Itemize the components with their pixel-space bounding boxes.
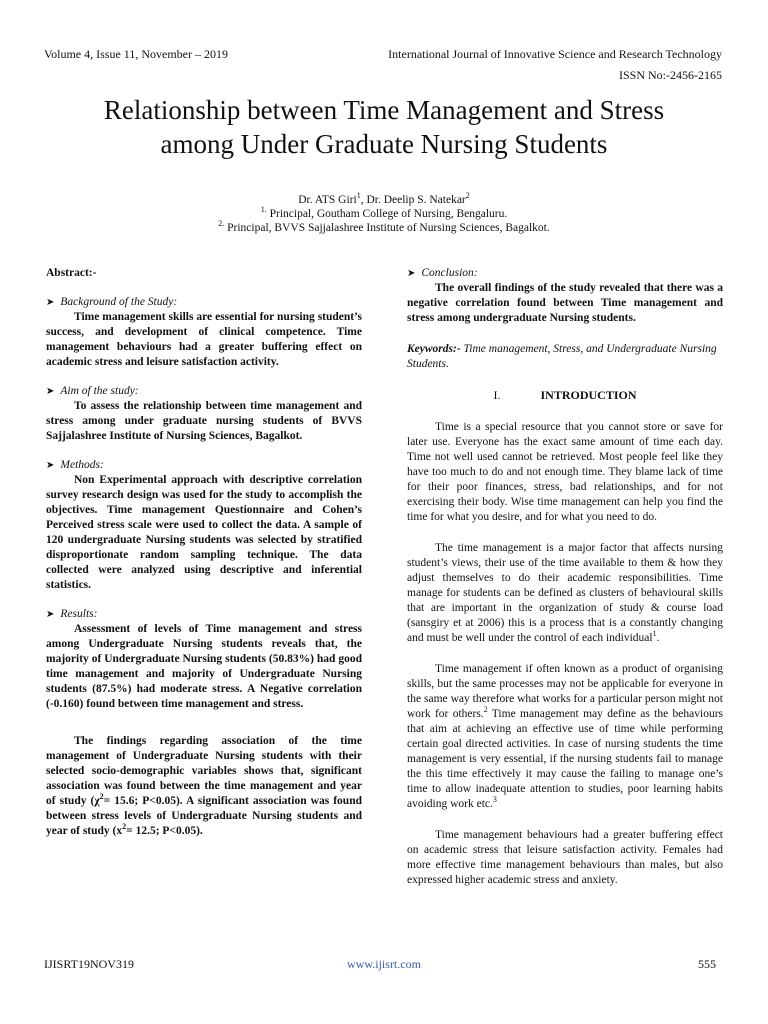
section-heading bbox=[407, 388, 723, 402]
findings-part: = 12.5; P<0.05). bbox=[126, 825, 203, 837]
affiliation-text: Principal, Goutham College of Nursing, Bengaluru. bbox=[269, 208, 508, 220]
affil-sup: 2 bbox=[465, 191, 470, 201]
findings-text bbox=[46, 734, 362, 839]
journal-name: International Journal of Innovative Science and Research Technology bbox=[388, 47, 722, 61]
affiliation-2 bbox=[40, 221, 728, 235]
findings-part: The findings regarding association of the time management of Undergraduate Nursing students with their selected socio-demographic variables shows that, significant association was found between the time management and year of study (χ bbox=[46, 735, 362, 807]
citation-sup: 3 bbox=[492, 795, 497, 805]
keywords bbox=[407, 342, 723, 372]
arrow-bullet-icon: ➤ bbox=[407, 268, 416, 279]
intro-paragraph-2 bbox=[407, 541, 723, 646]
affil-sup: 1 bbox=[356, 191, 361, 201]
heading-text: Aim of the study: bbox=[60, 385, 139, 397]
section-number: I. bbox=[493, 388, 501, 402]
affiliation-text: Principal, BVVS Sajjalashree Institute of Nursing Sciences, Bagalkot. bbox=[227, 222, 550, 234]
author-1: Dr. ATS Giri bbox=[298, 194, 357, 206]
keywords-label: Keywords:- bbox=[407, 343, 461, 355]
intro-paragraph-1: Time is a special resource that you cannot store or save for later use. Everyone has the exact same amount of time each day. Time not well used cannot be retrieved. Most people feel like they have too much to do and not enough time. They blame lack of time for their poor finances, stress, bad relationships, and for not exercising their body. Wise time management can help you find the time for what you desire, and for what you need to do. bbox=[407, 421, 723, 523]
volume-info: Volume 4, Issue 11, November – 2019 bbox=[44, 47, 228, 61]
keywords-text: Time management, Stress, and Undergraduate Nursing Students. bbox=[407, 343, 717, 370]
arrow-bullet-icon: ➤ bbox=[46, 460, 55, 471]
author-2: , Dr. Deelip S. Natekar bbox=[360, 194, 466, 206]
paragraph-text: Time management if often known as a product of organising skills, but the same processes may not be applicable for everyone in the same way therefore what works for a particular person might not work for others. bbox=[407, 663, 723, 720]
title-line-1: Relationship between Time Management and Stress bbox=[103, 95, 665, 125]
background-text: Time management skills are essential for nursing student’s success, and development of clinical competence. Time management behaviours had a greater buffering effect on academic stress and leisure satisfaction activity. bbox=[46, 311, 362, 368]
affil-mark: 2. bbox=[218, 219, 225, 229]
paper-title bbox=[40, 93, 728, 161]
methods-heading bbox=[46, 458, 362, 473]
superscript: 2 bbox=[122, 822, 127, 832]
aim-heading bbox=[46, 384, 362, 399]
findings-part: = 15.6; P<0.05). A significant association was found between stress levels of Undergraduate Nursing students and year of study (x bbox=[46, 795, 362, 837]
paragraph-text: Time management may define as the behaviours that aim at achieving an effective use of time while performing certain goal directed activities. In case of nursing students the time management is very essential, if the nursing students fail to manage the this time effectively it may cause the failing to manage one’s time to allow inadequate attention to studies, poor learning habits avoiding work etc. bbox=[407, 708, 724, 810]
citation-sup: 2 bbox=[483, 705, 488, 715]
conclusion-text: The overall findings of the study revealed that there was a negative correlation found between Time management and stress among undergraduate Nursing students. bbox=[407, 282, 723, 324]
left-column bbox=[46, 266, 362, 839]
arrow-bullet-icon: ➤ bbox=[46, 386, 55, 397]
affil-mark: 1. bbox=[260, 205, 267, 215]
methods-text: Non Experimental approach with descriptive correlation survey research design was used for the study to accomplish the objectives. Time management Questionnaire and Cohen’s Perceived stress scale were used to collect the data. A sample of 120 undergraduate Nursing students was selected by stratified disproportionate random sampling technique. The data collected were analyzed using descriptive and inferential statistics. bbox=[46, 474, 362, 591]
heading-text: Background of the Study: bbox=[60, 296, 178, 308]
paragraph-text: The time management is a major factor that affects nursing student’s views, their use of the time available to them & how they adjust themselves to do their academic responsibilities. Time manage for students can be defined as clusters of behavioural skills that are important in the organization of study & course load (sansgiry et at 2006) this is a process that is a constantly changing and must be well under the control of each individual bbox=[407, 542, 723, 644]
abstract-label: Abstract:- bbox=[46, 267, 97, 279]
heading-text: Methods: bbox=[60, 459, 104, 471]
heading-text: Conclusion: bbox=[421, 267, 478, 279]
results-text: Assessment of levels of Time management and stress among Undergraduate Nursing students reveals that, the majority of Undergraduate Nursing students (50.83%) had good time management and majority of Undergraduate Nursing students (87.5%) had moderate stress. A Negative correlation (-0.160) found between time management and stress. bbox=[46, 623, 362, 710]
intro-paragraph-4: Time management behaviours had a greater buffering effect on academic stress that leisure satisfaction activity. Females had more effective time management behaviours than males, but also expressed higher academic stress and anxiety. bbox=[407, 829, 723, 886]
issn: ISSN No:-2456-2165 bbox=[618, 68, 722, 82]
paper-id: IJISRT19NOV319 bbox=[44, 957, 134, 971]
page-number: 555 bbox=[698, 957, 716, 971]
conclusion-heading bbox=[407, 266, 723, 281]
intro-paragraph-3 bbox=[407, 662, 723, 812]
background-heading bbox=[46, 295, 362, 310]
heading-text: Results: bbox=[60, 608, 98, 620]
section-title: INTRODUCTION bbox=[540, 388, 637, 402]
arrow-bullet-icon: ➤ bbox=[46, 609, 55, 620]
journal-website-link[interactable]: www.ijisrt.com bbox=[347, 957, 421, 971]
aim-text: To assess the relationship between time management and stress among under graduate nursing students of BVVS Sajjalashree Institute of Nursing Sciences, Bagalkot. bbox=[46, 400, 362, 442]
affiliation-1 bbox=[40, 207, 728, 221]
citation-sup: 1 bbox=[652, 629, 657, 639]
author-names bbox=[40, 193, 728, 207]
superscript: 2 bbox=[99, 792, 104, 802]
paragraph-text: . bbox=[656, 632, 660, 644]
arrow-bullet-icon: ➤ bbox=[46, 297, 55, 308]
results-heading bbox=[46, 607, 362, 622]
right-column bbox=[407, 266, 723, 888]
title-line-2: among Under Graduate Nursing Students bbox=[160, 129, 608, 159]
